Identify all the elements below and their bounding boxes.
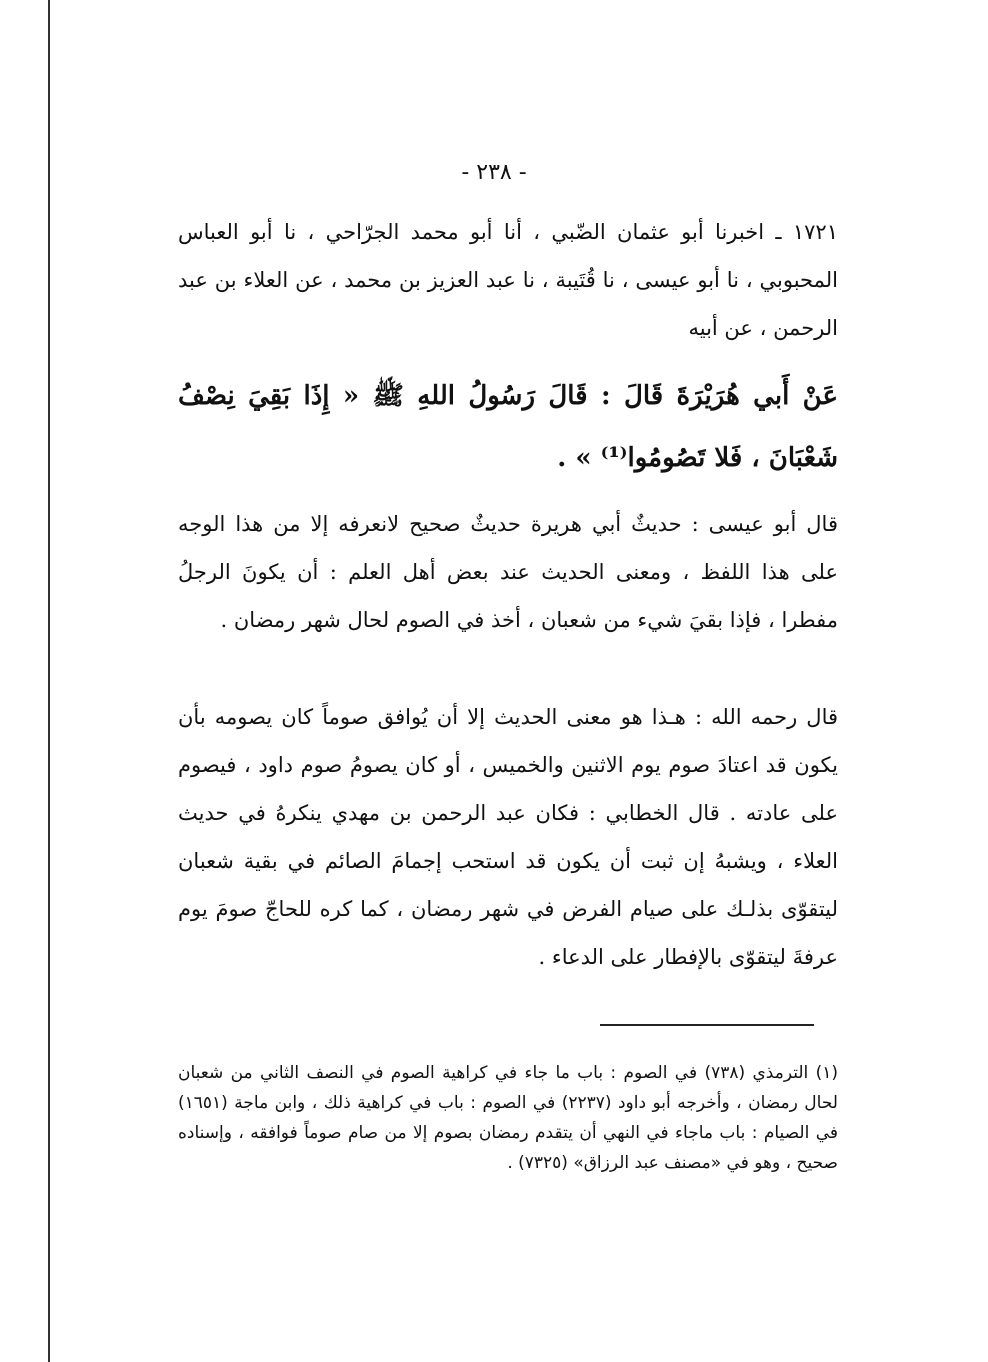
hadith-isnad: ١٧٢١ ـ اخبرنا أبو عثمان الضّبي ، أنا أبو محمد الجرّاحي ، نا أبو العباس المحبوبي ، نا أبو عيسى ، نا قُتَيبة ، نا عبد العزيز بن محمد ، عن العلاء بن عبد الرحمن ، عن أبيه — [178, 220, 838, 340]
hadith-matn: عَنْ أَبي هُرَيْرَةَ قَالَ : قَالَ رَسُولُ اللهِ ﷺ « إِذَا بَقِيَ نِصْفُ شَعْبَانَ ، فَلا تَصُومُوا⁽¹⁾ » . — [178, 381, 838, 473]
footnote-separator — [600, 1024, 814, 1026]
binding-edge-line — [48, 0, 50, 1362]
commentary-paragraph-2: قال رحمه الله : هـذا هو معنى الحديث إلا أن يُوافق صوماً كان يصومه بأن يكون قد اعتادَ صوم يوم الاثنين والخميس ، أو كان يصومُ صوم داود ، فيصوم على عادته . قال الخطابي : فكان عبد الرحمن بن مهدي ينكرهُ في حديث العلاء ، ويشبهُ إن ثبت أن يكون قد استحب إجمامَ الصائم في بقية شعبان ليتقوّى بذلـك على صيام الفرض في شهر رمضان ، كما كره للحاجّ صومَ يوم عرفةَ ليتقوّى بالإفطار على الدعاء . — [178, 705, 838, 969]
footnote: (١) الترمذي (٧٣٨) في الصوم : باب ما جاء في كراهية الصوم في النصف الثاني من شعبان لحال رمضان ، وأخرجه أبو داود (٢٢٣٧) في الصوم : باب في كراهية ذلك ، وابن ماجة (١٦٥١) في الصيام : باب ماجاء في النهي أن يتقدم رمضان بصوم إلا من صام صوماً فوافقه ، وإسناده صحيح ، وهو في «مصنف عبد الرزاق» (٧٣٢٥) . — [178, 1063, 838, 1173]
commentary-paragraph-1: قال أبو عيسى : حديثٌ أبي هريرة حديثٌ صحيح لانعرفه إلا من هذا الوجه على هذا اللفظ ، ومعنى الحديث عند بعض أهل العلم : أن يكونَ الرجلُ مفطرا ، فإذا بقيَ شيء من شعبان ، أخذ في الصوم لحال شهر رمضان . — [178, 512, 838, 632]
page-number: - ٢٣٨ - — [461, 160, 527, 185]
